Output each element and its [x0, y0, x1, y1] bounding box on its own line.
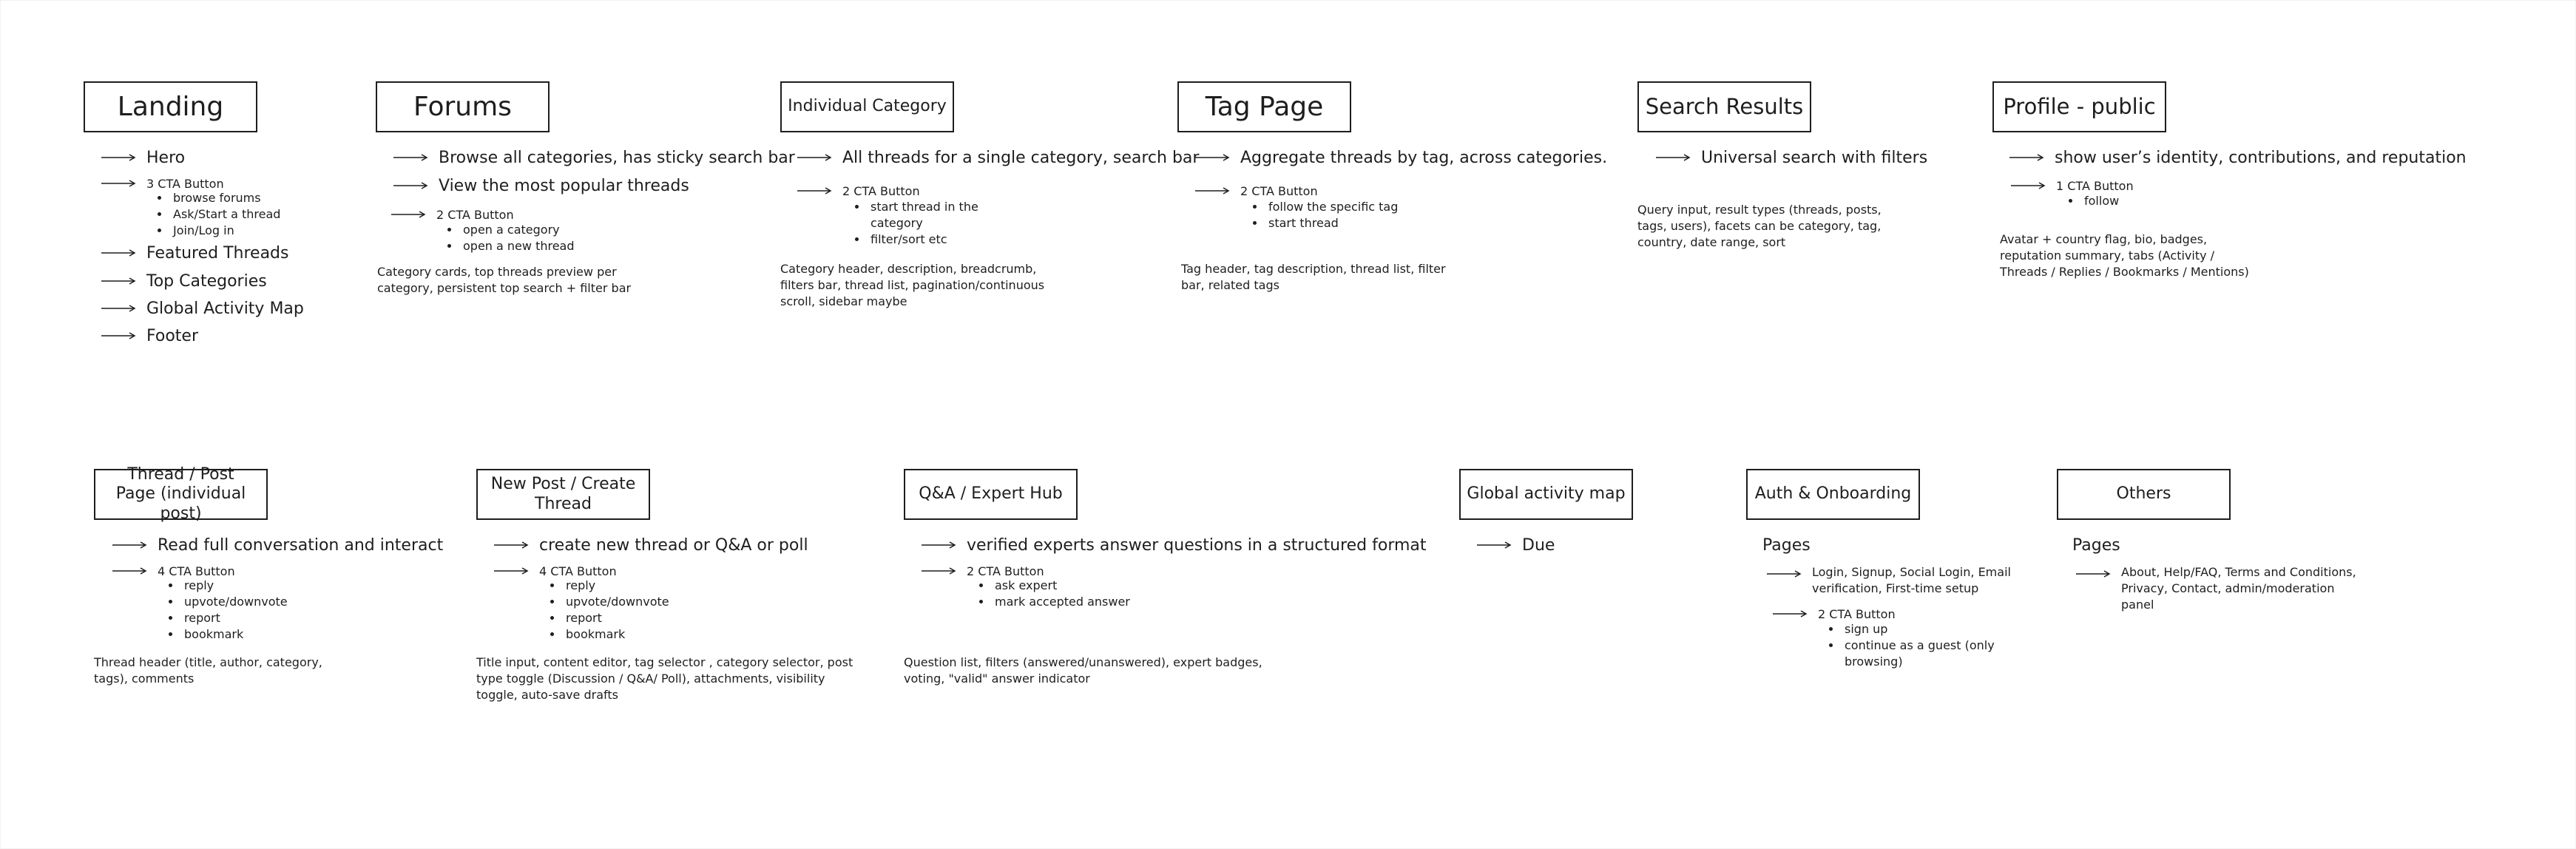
arrow-icon	[393, 153, 428, 162]
search-box[interactable]: Search Results	[1637, 81, 1811, 132]
tag-note: Tag header, tag description, thread list, filter bar, related tags	[1181, 262, 1446, 292]
thread-note: Thread header (title, author, category, tags), comments	[94, 655, 322, 686]
category-cta-label: 2 CTA Button	[842, 183, 920, 198]
thread-cta-label: 4 CTA Button	[158, 564, 235, 578]
landing-top-categories-label: Top Categories	[146, 271, 267, 291]
newpost-cta-label: 4 CTA Button	[539, 564, 617, 578]
newpost-box[interactable]: New Post / Create Thread	[476, 469, 650, 520]
list-item: • bookmark	[181, 626, 288, 643]
arrow-icon	[921, 541, 956, 549]
others-box[interactable]: Others	[2057, 469, 2231, 520]
arrow-icon	[2010, 181, 2046, 190]
tag-box[interactable]: Tag Page	[1177, 81, 1351, 132]
qa-cta-list	[977, 578, 1130, 610]
category-line-1	[797, 148, 1199, 167]
forums-cta-label: 2 CTA Button	[436, 207, 514, 222]
list-item: • reply	[181, 578, 288, 594]
list-item: • continue as a guest (only browsing)	[1842, 637, 2012, 670]
arrow-icon	[1766, 569, 1802, 578]
profile-box[interactable]: Profile - public	[1992, 81, 2166, 132]
arrow-icon	[493, 541, 529, 549]
list-item: • report	[181, 610, 288, 626]
arrow-icon	[101, 304, 136, 313]
thread-cta-list	[166, 578, 288, 643]
arrow-icon	[797, 186, 832, 195]
auth-pages-text: Login, Signup, Social Login, Email verification, First-time setup	[1812, 565, 2011, 595]
list-item: • follow the specific tag	[1265, 199, 1398, 215]
list-item: • follow	[2081, 193, 2119, 209]
newpost-note: Title input, content editor, tag selector , category selector, post type toggle (Discussion / Q&A/ Poll), attachments, visibility toggle, auto-save drafts	[476, 655, 853, 702]
tag-line-1-label: Aggregate threads by tag, across categories.	[1240, 148, 1608, 167]
arrow-icon	[1655, 153, 1691, 162]
qa-line-1-label: verified experts answer questions in a structured format	[967, 535, 1427, 555]
list-item: • open a new thread	[460, 238, 575, 254]
category-cta-list	[853, 199, 993, 248]
arrow-icon	[393, 181, 428, 190]
category-box[interactable]: Individual Category	[780, 81, 954, 132]
auth-cta-label: 2 CTA Button	[1818, 606, 1896, 621]
arrow-icon	[1476, 541, 1512, 549]
landing-cta-list	[155, 190, 280, 239]
auth-cta-list	[1827, 621, 2012, 670]
forums-line-2	[393, 176, 689, 195]
list-item: • upvote/downvote	[181, 594, 288, 610]
landing-top-categories	[101, 271, 267, 291]
qa-note: Question list, filters (answered/unanswered), expert badges, voting, "valid" answer indicator	[904, 655, 1262, 686]
arrow-icon	[391, 210, 426, 219]
arrow-icon	[1772, 609, 1808, 618]
others-pages-text: About, Help/FAQ, Terms and Conditions, Privacy, Contact, admin/moderation panel	[2121, 565, 2356, 612]
forums-note: Category cards, top threads preview per category, persistent top search + filter bar	[377, 265, 632, 295]
arrow-icon	[797, 153, 832, 162]
landing-activity-map	[101, 299, 304, 318]
list-item: • start thread in the category	[868, 199, 993, 231]
search-line-1	[1655, 148, 1927, 167]
category-line-1-label: All threads for a single category, search bar	[842, 148, 1200, 167]
tag-line-1	[1194, 148, 1607, 167]
arrow-icon	[921, 566, 956, 575]
tag-cta-list	[1251, 199, 1398, 231]
qa-cta	[921, 563, 1044, 579]
list-item: • reply	[563, 578, 669, 594]
profile-cta-list	[2066, 193, 2119, 209]
arrow-icon	[101, 277, 136, 285]
arrow-icon	[112, 566, 147, 575]
profile-line-1	[2009, 148, 2467, 167]
search-note: Query input, result types (threads, posts, tags, users), facets can be category, tag, country, date range, sort	[1637, 203, 1882, 249]
category-cta	[797, 183, 920, 199]
globalmap-line-1	[1476, 535, 1555, 555]
profile-cta	[2010, 177, 2134, 194]
newpost-line-1	[493, 535, 808, 555]
newpost-cta	[493, 563, 617, 579]
landing-hero	[101, 148, 185, 167]
globalmap-line-1-label: Due	[1522, 535, 1555, 555]
list-item: • open a category	[460, 222, 575, 238]
list-item: • start thread	[1265, 215, 1398, 231]
tag-cta	[1194, 183, 1318, 199]
profile-cta-label: 1 CTA Button	[2056, 178, 2134, 193]
thread-line-1-label: Read full conversation and interact	[158, 535, 444, 555]
landing-activity-map-label: Global Activity Map	[146, 299, 304, 318]
list-item: • filter/sort etc	[868, 231, 993, 248]
auth-box[interactable]: Auth & Onboarding	[1746, 469, 1920, 520]
list-item: • browse forums	[170, 190, 280, 206]
list-item: • ask expert	[992, 578, 1130, 594]
auth-cta	[1772, 606, 1896, 622]
landing-footer-label: Footer	[146, 326, 198, 345]
forums-line-1	[393, 148, 795, 167]
arrow-icon	[101, 153, 136, 162]
landing-box[interactable]: Landing	[84, 81, 257, 132]
qa-cta-label: 2 CTA Button	[967, 564, 1044, 578]
arrow-icon	[101, 248, 136, 257]
list-item: • Ask/Start a thread	[170, 206, 280, 223]
landing-featured-label: Featured Threads	[146, 243, 289, 263]
forums-box[interactable]: Forums	[376, 81, 550, 132]
thread-line-1	[112, 535, 443, 555]
profile-line-1-label: show user’s identity, contributions, and reputation	[2055, 148, 2467, 167]
landing-cta-label: 3 CTA Button	[146, 176, 224, 191]
forums-cta-list	[445, 222, 575, 254]
forums-line-1-label: Browse all categories, has sticky search bar	[439, 148, 795, 167]
list-item: • report	[563, 610, 669, 626]
arrow-icon	[101, 179, 136, 188]
landing-footer	[101, 326, 198, 345]
arrow-icon	[1194, 153, 1230, 162]
forums-cta	[391, 206, 514, 223]
arrow-icon	[101, 331, 136, 340]
auth-pages-label: Pages	[1762, 535, 1811, 555]
newpost-cta-list	[548, 578, 669, 643]
arrow-icon	[2075, 569, 2111, 578]
list-item: • mark accepted answer	[992, 594, 1130, 610]
list-item: • upvote/downvote	[563, 594, 669, 610]
thread-box[interactable]: Thread / Post Page (individual post)	[94, 469, 268, 520]
globalmap-box[interactable]: Global activity map	[1459, 469, 1633, 520]
arrow-icon	[2009, 153, 2044, 162]
search-line-1-label: Universal search with filters	[1701, 148, 1928, 167]
landing-featured	[101, 243, 288, 263]
arrow-icon	[493, 566, 529, 575]
newpost-line-1-label: create new thread or Q&A or poll	[539, 535, 808, 555]
landing-cta	[101, 175, 224, 192]
forums-line-2-label: View the most popular threads	[439, 176, 689, 195]
profile-note: Avatar + country flag, bio, badges, reputation summary, tabs (Activity / Threads / Replies / Bookmarks / Mentions)	[2000, 232, 2249, 279]
thread-cta	[112, 563, 235, 579]
category-note: Category header, description, breadcrumb, filters bar, thread list, pagination/continuous scroll, sidebar maybe	[780, 262, 1045, 308]
landing-hero-label: Hero	[146, 148, 186, 167]
qa-line-1	[921, 535, 1427, 555]
others-pages-label: Pages	[2072, 535, 2120, 555]
arrow-icon	[112, 541, 147, 549]
list-item: • sign up	[1842, 621, 2012, 637]
tag-cta-label: 2 CTA Button	[1240, 183, 1318, 198]
arrow-icon	[1194, 186, 1230, 195]
qa-box[interactable]: Q&A / Expert Hub	[904, 469, 1078, 520]
list-item: • bookmark	[563, 626, 669, 643]
list-item: • Join/Log in	[170, 223, 280, 239]
